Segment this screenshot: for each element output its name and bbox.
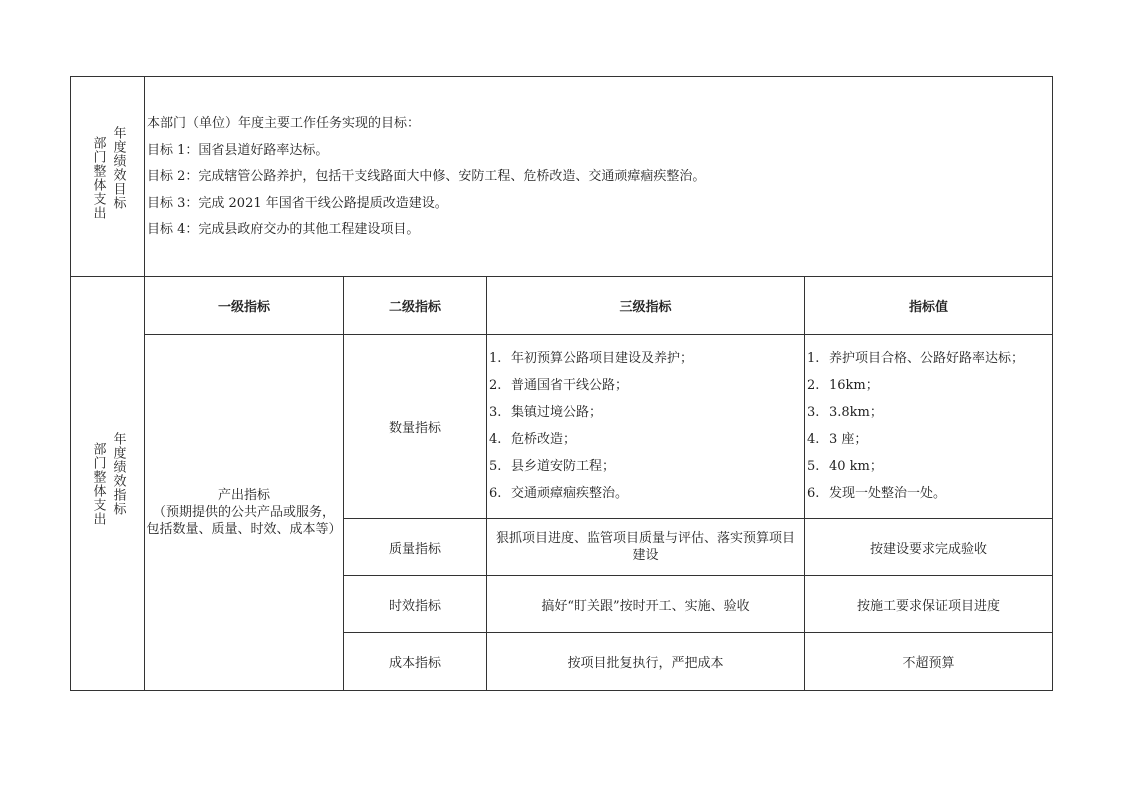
quality-level3-line1: 狠抓项目进度、监管项目质量与评估、落实预算项目 xyxy=(495,531,795,546)
annual-indicators-section xyxy=(70,276,1053,691)
output-indicator-cell xyxy=(145,335,344,690)
goals-intro: 本部门（单位）年度主要工作任务实现的目标： xyxy=(147,116,421,131)
list-item: 4. 危桥改造； xyxy=(489,432,577,447)
label-annual-performance-goals: 年度绩效目标 xyxy=(110,125,126,210)
cost-level3: 按项目批复执行，严把成本 xyxy=(487,633,805,690)
list-item: 1. 养护项目合格、公路好路率达标； xyxy=(807,351,1025,366)
output-indicator-desc-2: 包括数量、质量、时效、成本等） xyxy=(146,522,342,537)
quantity-value-list xyxy=(805,335,1052,519)
cost-value: 不超预算 xyxy=(902,656,955,671)
goal-1: 目标 1：国省县道好路率达标。 xyxy=(147,142,329,158)
goal-2: 目标 2：完成辖管公路养护，包括干支线路面大中修、安防工程、危桥改造、交通顽瘴痼疾整治。 xyxy=(147,169,706,184)
header-value: 指标值 xyxy=(805,277,1052,335)
list-item: 5. 40 km； xyxy=(807,459,883,474)
quality-indicator-label: 质量指标 xyxy=(344,519,487,576)
header-level3: 三级指标 xyxy=(487,277,805,335)
header-level2: 二级指标 xyxy=(344,277,487,335)
list-item: 4. 3 座； xyxy=(807,432,868,447)
goal-4: 目标 4：完成县政府交办的其他工程建设项目。 xyxy=(147,222,420,237)
label-dept-overall-spending: 部门整体支出 xyxy=(90,135,106,220)
label-dept-overall-spending-2: 部门整体支出 xyxy=(90,441,106,526)
list-item: 2. 普通国省干线公路； xyxy=(489,378,629,393)
annual-goals-section xyxy=(70,76,1053,277)
cost-indicator-label: 成本指标 xyxy=(344,633,487,690)
list-item: 3. 集镇过境公路； xyxy=(489,405,603,420)
list-item: 5. 县乡道安防工程； xyxy=(489,459,616,474)
quantity-indicator-label: 数量指标 xyxy=(344,335,487,519)
output-indicator-title: 产出指标 xyxy=(217,488,270,503)
list-item: 6. 发现一处整治一处。 xyxy=(807,486,947,501)
list-item: 3. 3.8km； xyxy=(807,405,883,420)
header-level1: 一级指标 xyxy=(145,277,344,335)
list-item: 6. 交通顽瘴痼疾整治。 xyxy=(489,486,629,501)
quality-value: 按建设要求完成验收 xyxy=(805,519,1052,576)
goals-row-label xyxy=(71,77,145,278)
quality-level3-line2: 建设 xyxy=(632,548,659,563)
timeliness-value: 按施工要求保证项目进度 xyxy=(805,576,1052,633)
output-indicator-desc-1: （预期提供的公共产品或服务， xyxy=(152,505,335,520)
label-annual-performance-indicators: 年度绩效指标 xyxy=(110,431,126,516)
goal-3: 目标 3：完成 2021 年国省干线公路提质改造建设。 xyxy=(147,195,448,211)
goals-content xyxy=(145,77,1052,278)
list-item: 1. 年初预算公路项目建设及养护； xyxy=(489,351,694,366)
timeliness-indicator-label: 时效指标 xyxy=(344,576,487,633)
quantity-level3-list xyxy=(487,335,805,519)
indicators-row-label xyxy=(71,277,145,690)
list-item: 2. 16km； xyxy=(807,378,879,393)
quality-level3 xyxy=(487,519,805,576)
timeliness-level3: 搞好“盯关跟”按时开工、实施、验收 xyxy=(487,576,805,633)
